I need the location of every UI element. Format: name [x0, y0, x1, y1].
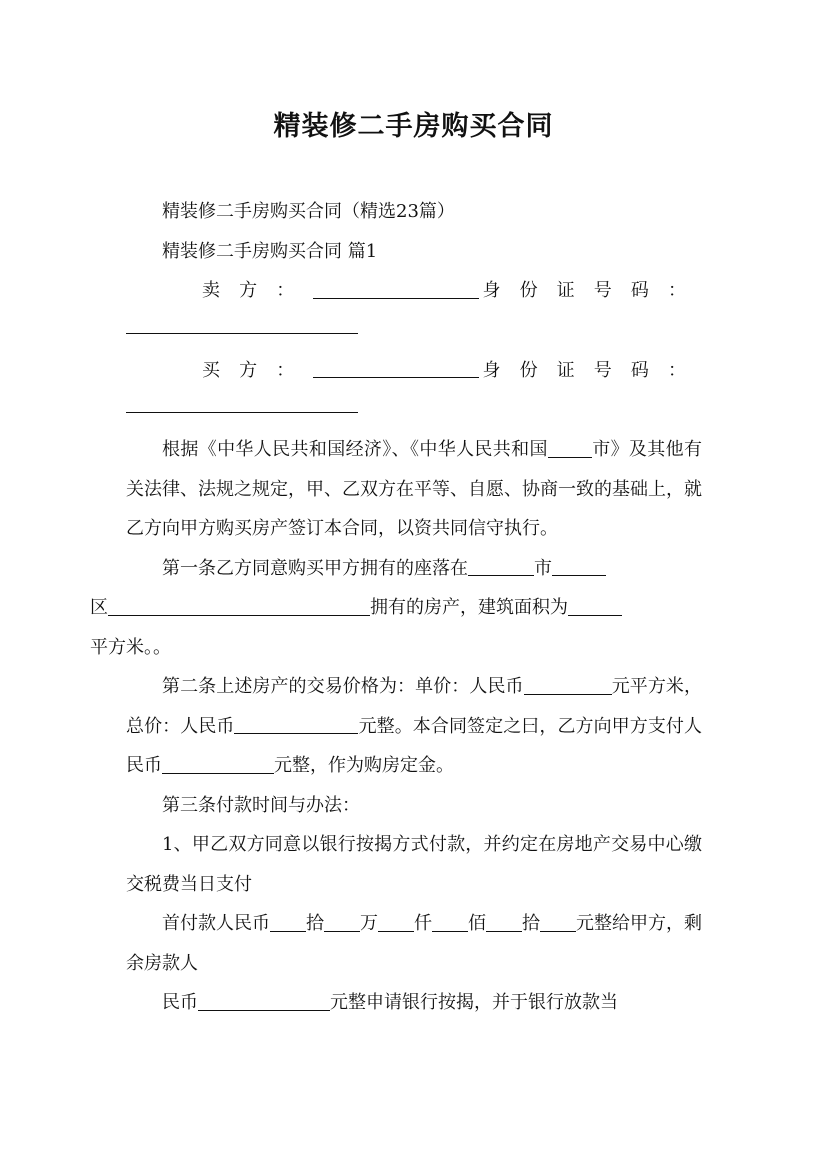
article-3-heading: 第三条付款时间与办法： — [162, 794, 360, 816]
seller-id-label: 身份证号码： — [479, 280, 703, 301]
deposit-blank — [162, 753, 274, 774]
down-blank-5 — [486, 911, 522, 932]
buyer-id-blank — [126, 390, 358, 413]
art1-district-blank-a — [552, 555, 606, 576]
unit-price-blank — [524, 674, 612, 695]
seller-id-blank — [126, 311, 358, 334]
buyer-label: 买方： — [202, 359, 314, 381]
section-heading: 精装修二手房购买合同 篇1 — [162, 240, 378, 262]
art1-area-blank — [568, 595, 622, 616]
down-blank-3 — [378, 911, 414, 932]
art1-city-blank — [468, 555, 534, 576]
down-blank-6 — [540, 911, 576, 932]
loan-paragraph: 民币 元整申请银行按揭，并于银行放款当 — [126, 983, 702, 1023]
down-blank-4 — [432, 911, 468, 932]
down-payment-paragraph: 首付款人民币 拾 万 仟 佰 拾 元整给甲方，剩余房款人 — [126, 904, 702, 983]
seller-line — [126, 271, 702, 311]
seller-label: 卖方： — [202, 280, 314, 301]
city-blank — [548, 437, 592, 458]
article-2: 第二条上述房产的交易价格为：单价：人民币 元平方米，总价：人民币 元整。本合同签定之曰，乙方向甲方支付人民币 元整，作为购房定金。 — [126, 667, 702, 786]
buyer-line — [126, 351, 702, 391]
buyer-id-label: 身份证号码： — [479, 359, 703, 381]
document-subtitle: 精装修二手房购买合同（精选23篇） — [162, 201, 455, 222]
document-title: 精装修二手房购买合同 — [273, 111, 554, 142]
article-3-item-1: 1、甲乙双方同意以银行按揭方式付款，并约定在房地产交易中心缴交税费当日支付 — [126, 834, 702, 895]
loan-amount-blank — [198, 990, 330, 1011]
total-price-blank — [234, 713, 358, 734]
down-blank-1 — [270, 911, 306, 932]
article-1: 第一条乙方同意购买甲方拥有的座落在 市 区 拥有的房产，建筑面积为 平方米。。 — [126, 549, 702, 668]
art1-address-blank — [108, 595, 370, 616]
seller-name-blank — [313, 278, 479, 299]
down-blank-2 — [324, 911, 360, 932]
buyer-name-blank — [313, 357, 479, 378]
document-body — [90, 192, 703, 1023]
basis-paragraph: 根据《中华人民共和国经济》、《中华人民共和国 市》及其他有关法律、法规之规定，甲、乙双方在平等、自愿、协商一致的基础上，就乙方向甲方购买房产签订本合同，以资共同信守执行。 — [126, 430, 702, 549]
